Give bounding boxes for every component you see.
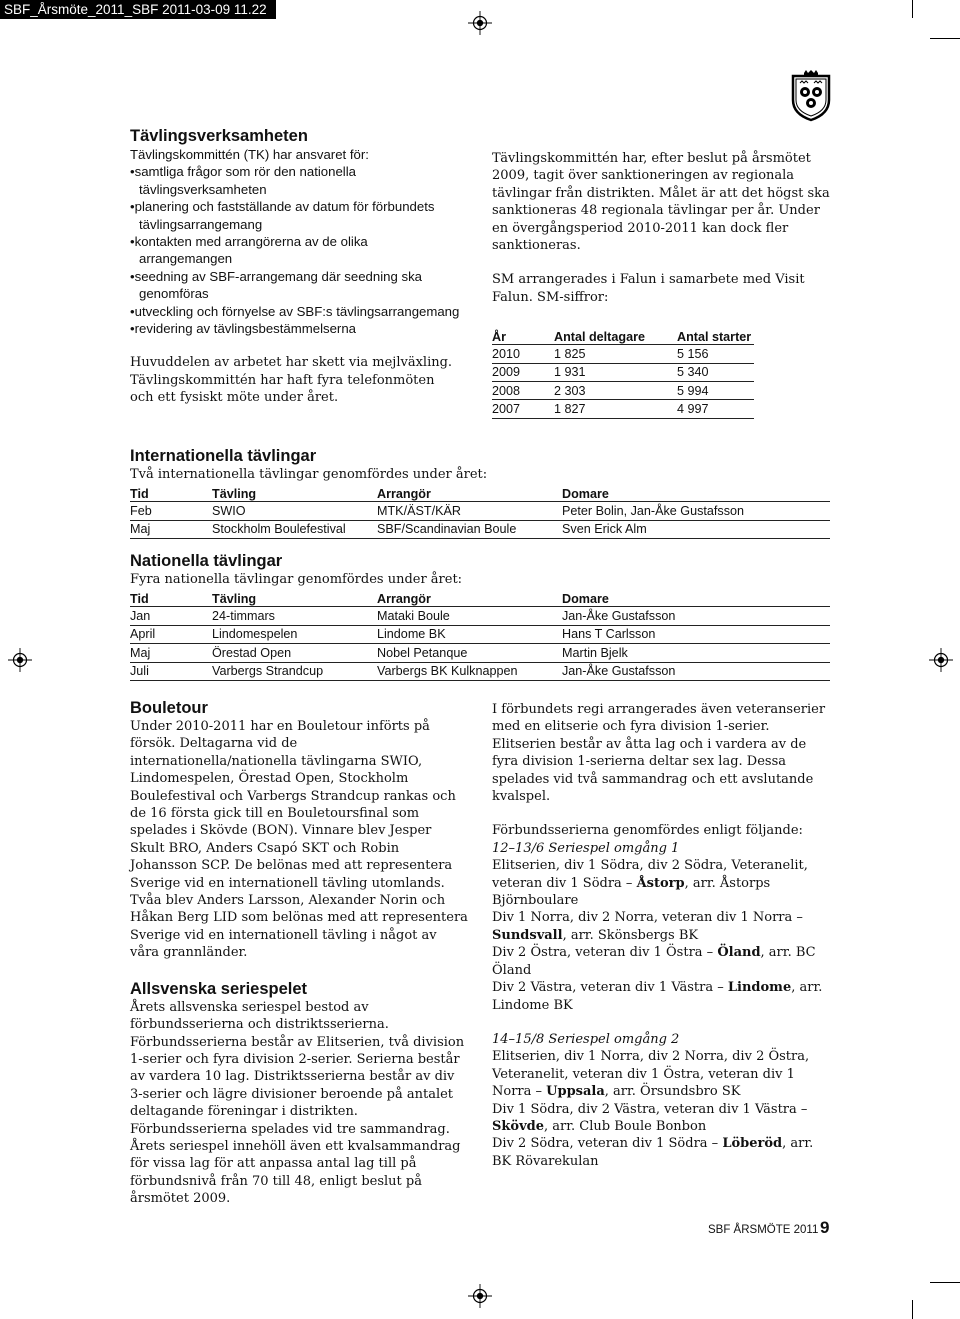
- list-item: • kontakten med arrangörerna av de olika arrangemangen: [130, 233, 460, 268]
- table-row: [492, 382, 754, 400]
- table-cell: 5 156: [677, 346, 709, 361]
- sanction-text: Tävlingskommittén har, efter beslut på årsmötet 2009, tagit över sanktioneringen av regionala tävlingar från distrikten. Målet är att det högst ska sanktioneras 48 regionala tävlingar per år. Under en övergångsperiod 2010-2011 kan dock fler sanktioneras.: [492, 151, 830, 254]
- summary-text: Huvuddelen av arbetet har skett via mejlväxling. Tävlingskommittén har haft fyra telefonmöten och ett fysiskt möte under året.: [130, 355, 453, 406]
- table-cell: 2007: [492, 402, 521, 417]
- table-header: Arrangör: [377, 487, 431, 502]
- crop-mark: [930, 1282, 960, 1283]
- page-number: 9: [820, 1218, 830, 1237]
- section-heading-allsvenska: Allsvenska seriespelet: [130, 979, 308, 998]
- table-row: [130, 607, 830, 625]
- intro-text: Tävlingskommittén (TK) har ansvaret för:: [130, 147, 369, 162]
- table-row: [130, 625, 830, 643]
- slug-line: SBF_Årsmöte_2011_SBF 2011-03-09 11.22 Sida 9: [0, 0, 276, 19]
- table-cell: 1 827: [554, 402, 586, 417]
- table-cell: Jan: [130, 609, 151, 624]
- table-cell: Peter Bolin, Jan-Åke Gustafsson: [562, 504, 745, 519]
- table-cell: Hans T Carlsson: [562, 627, 656, 642]
- round2-title: 14–15/8 Seriespel omgång 2: [492, 1031, 680, 1047]
- table-header: År: [492, 330, 506, 345]
- table-cell: Feb: [130, 504, 152, 519]
- table-cell: April: [130, 627, 156, 642]
- table-cell: Örestad Open: [212, 645, 292, 660]
- section-heading-bouletour: Bouletour: [130, 699, 208, 717]
- registration-mark-icon: [468, 11, 492, 35]
- round2-item: Elitserien, div 1 Norra, div 2 Norra, div 2 Östra, Veteranelit, veteran div 1 Östra, veteran div 1 Norra – Uppsala, arr. Örsundsbro SK: [492, 1049, 810, 1100]
- registration-mark-icon: [929, 648, 953, 672]
- table-row: [492, 400, 754, 418]
- registration-mark-icon: [468, 1284, 492, 1308]
- table-cell: Nobel Petanque: [377, 645, 468, 660]
- list-item: • planering och fastställande av datum för förbundets tävlingsarrangemang: [130, 198, 460, 233]
- national-table: [130, 588, 830, 681]
- table-cell: 1 825: [554, 346, 586, 361]
- left-column-bottom: [130, 698, 468, 1208]
- section-sm: [492, 150, 832, 419]
- table-row: [130, 502, 830, 520]
- table-header: Antal starter: [677, 330, 752, 345]
- table-cell: Martin Bjelk: [562, 645, 628, 660]
- table-cell: Varbergs BK Kulknappen: [377, 664, 518, 679]
- table-header: Domare: [562, 487, 609, 502]
- table-cell: Stockholm Boulefestival: [212, 522, 346, 537]
- list-item: • revidering av tävlingsbestämmelserna: [130, 320, 460, 337]
- section-tavlingsverksamheten: [130, 126, 470, 407]
- round2-item: Div 1 Södra, div 2 Västra, veteran div 1 Västra – Skövde, arr. Club Boule Bonbon: [492, 1101, 808, 1134]
- table-cell: 4 997: [677, 402, 709, 417]
- series-intro: Förbundsserierna genomfördes enligt följande:: [492, 823, 803, 839]
- table-cell: 5 994: [677, 383, 709, 398]
- table-header: Tid: [130, 487, 149, 502]
- round1-item: Elitserien, div 1 Södra, div 2 Södra, Veteranelit, veteran div 1 Södra – Åstorp, arr. Åstorps Björnboulare: [492, 858, 808, 909]
- round1-item: Div 2 Västra, veteran div 1 Västra – Lindome, arr. Lindome BK: [492, 980, 823, 1013]
- table-header: Tävling: [212, 592, 257, 607]
- table-cell: 2009: [492, 365, 521, 380]
- table-cell: Lindome BK: [377, 627, 446, 642]
- table-header: Tävling: [212, 487, 257, 502]
- table-cell: Maj: [130, 645, 151, 660]
- bouletour-text: Under 2010-2011 har en Bouletour införts på försök. Deltagarna vid de internationella/nationella tävlingarna SWIO, Lindomespelen, Örestad Open, Stockholm Boulefestival och Varbergs Strandcup rankas och de 16 första gick till en Bouletoursfinal som spelades i Skövde (BON). Vinnare blev Jesper Skult BRO, Anders Csapó SKT och Robin Johansson SCP. De belönas med att representera Sverige vid en internationell tävling utomlands. Tvåa blev Anders Larsson, Alexander Norin och Håkan Berg LID som belönas med att representera Sverige vid en internationell tävling i något av våra grannländer.: [130, 719, 468, 961]
- table-cell: Maj: [130, 522, 151, 537]
- table-cell: SBF/Scandinavian Boule: [377, 522, 517, 537]
- responsibilities-list: [130, 163, 460, 337]
- table-row: [492, 363, 754, 381]
- section-heading: Internationella tävlingar: [130, 447, 317, 465]
- table-cell: 2 303: [554, 383, 586, 398]
- table-row: [130, 644, 830, 662]
- sm-text: SM arrangerades i Falun i samarbete med Visit Falun. SM-siffror:: [492, 272, 805, 305]
- table-header: Tid: [130, 592, 149, 607]
- table-header: Domare: [562, 592, 609, 607]
- table-cell: 1 931: [554, 365, 586, 380]
- veteran-text: I förbundets regi arrangerades även veteranserier med en elitserie och fyra division 1-serier. Elitserien består av åtta lag och i vardera av de fyra division 1-serierna deltar sex lag. Dessa spelades vid två sammandrag och ett avslutande kvalspel.: [492, 702, 826, 805]
- table-cell: 5 340: [677, 365, 709, 380]
- table-header: Antal deltagare: [554, 330, 645, 345]
- round1-item: Div 1 Norra, div 2 Norra, veteran div 1 Norra – Sundsvall, arr. Skönsbergs BK: [492, 910, 803, 943]
- crop-mark: [930, 38, 960, 39]
- table-cell: Varbergs Strandcup: [212, 664, 324, 679]
- table-cell: Mataki Boule: [377, 609, 450, 624]
- table-row: [130, 662, 830, 680]
- table-cell: Lindomespelen: [212, 627, 298, 642]
- section-nationella: [130, 551, 830, 681]
- table-cell: 2010: [492, 346, 521, 361]
- footer-label: SBF ÅRSMÖTE 2011: [708, 1224, 819, 1236]
- section-heading: Tävlingsverksamheten: [130, 127, 308, 145]
- federation-crest-icon: [784, 70, 838, 122]
- table-cell: 2008: [492, 383, 521, 398]
- table-cell: Jan-Åke Gustafsson: [562, 609, 676, 624]
- intro-text: Fyra nationella tävlingar genomfördes under året:: [130, 572, 463, 587]
- round1-item: Div 2 Östra, veteran div 1 Östra – Öland, arr. BC Öland: [492, 945, 816, 978]
- right-column-bottom: [492, 701, 832, 1170]
- allsvenska-text: Årets allsvenska seriespel bestod av förbundsserierna och distriktsserierna. Förbundsserierna består av Elitserien, två division 1-serier och fyra division 2-serier. Serierna består av vardera 10 lag. Distriktsserierna består av div 3-serier och lägre divisioner beroende på antalet deltagande föreningar i distrikten. Förbundsserierna spelades vid tre sammandrag. Årets seriespel innehöll även ett kvalsammandrag för vissa lag för att anpassa antal lag till på förbundsnivå från 70 till 48, enligt beslut på årsmötet 2009.: [130, 999, 465, 1207]
- international-table: [130, 483, 830, 539]
- table-header: Arrangör: [377, 592, 431, 607]
- table-cell: SWIO: [212, 504, 246, 519]
- table-cell: Sven Erick Alm: [562, 522, 647, 537]
- list-item: • utveckling och förnyelse av SBF:s tävlingsarrangemang: [130, 303, 460, 320]
- sm-stats-table: [492, 326, 754, 419]
- table-cell: Juli: [130, 664, 149, 679]
- section-internationella: [130, 446, 830, 539]
- table-row: [130, 520, 830, 538]
- round2-item: Div 2 Södra, veteran div 1 Södra – Löberöd, arr. BK Rövarekulan: [492, 1136, 814, 1169]
- table-row: [492, 345, 754, 363]
- table-cell: Jan-Åke Gustafsson: [562, 664, 676, 679]
- intro-text: Två internationella tävlingar genomfördes under året:: [130, 467, 488, 482]
- crop-mark: [912, 1300, 913, 1319]
- registration-mark-icon: [8, 648, 32, 672]
- round1-title: 12–13/6 Seriespel omgång 1: [492, 840, 680, 856]
- section-heading: Nationella tävlingar: [130, 552, 283, 570]
- table-cell: MTK/ÄST/KÄR: [377, 504, 461, 519]
- table-cell: 24-timmars: [212, 609, 275, 624]
- crop-mark: [912, 0, 913, 18]
- list-item: • seedning av SBF-arrangemang där seedning ska genomföras: [130, 268, 460, 303]
- list-item: • samtliga frågor som rör den nationella tävlingsverksamheten: [130, 163, 460, 198]
